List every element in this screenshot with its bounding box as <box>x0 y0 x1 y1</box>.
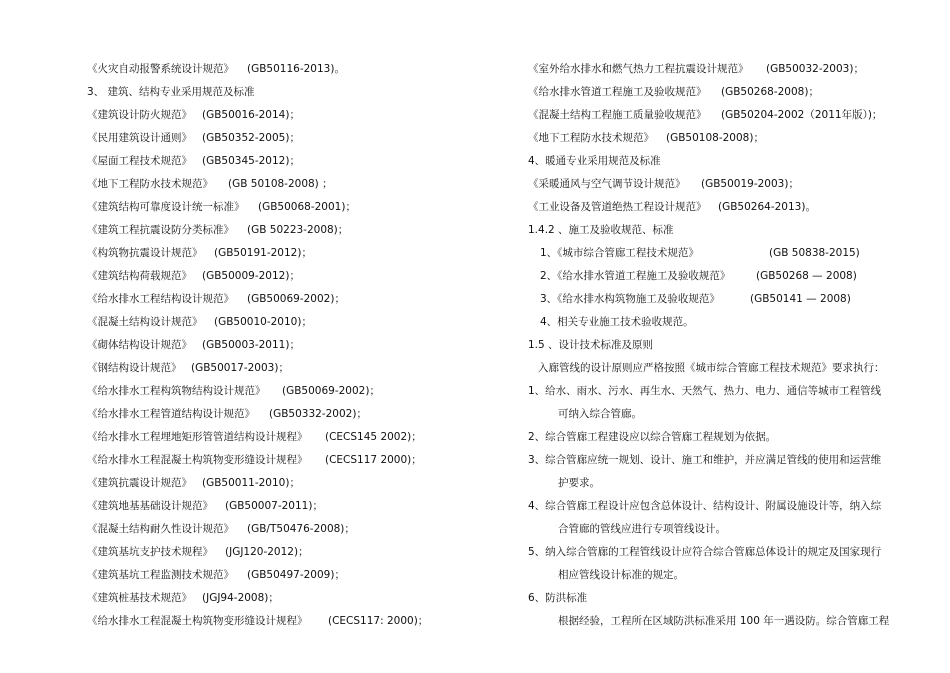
standard-title: 《采暖通风与空气调节设计规范》 <box>528 178 686 190</box>
standard-item <box>87 357 492 380</box>
standard-title: 1、《城市综合管廊工程技术规范》 <box>540 247 699 259</box>
standard-code: (GB50108-2008)； <box>666 132 764 144</box>
paragraph-text: 合管廊的管线应进行专项管线设计。 <box>558 523 726 535</box>
standard-title: 《给水排水工程埋地矩形管管道结构设计规程》 <box>87 431 308 443</box>
section-heading-text: 3、 建筑、结构专业采用规范及标准 <box>87 86 255 98</box>
section-heading <box>528 219 923 242</box>
standard-title: 《地下工程防水技术规范》 <box>528 132 654 144</box>
standard-title: 2、《给水排水管道工程施工及验收规范》 <box>540 270 731 282</box>
standard-code: (GB50191-2012)； <box>214 247 312 259</box>
standard-item <box>87 564 492 587</box>
standard-item <box>87 334 492 357</box>
standard-item <box>87 104 492 127</box>
standard-item <box>87 518 492 541</box>
standard-code: (GB50345-2012)； <box>202 155 300 167</box>
standard-item <box>528 242 923 265</box>
standard-code: (GB50264-2013)。 <box>718 201 816 213</box>
standard-code: (GB50011-2010)； <box>202 477 300 489</box>
section-heading-text: 1.4.2 、施工及验收规范、标准 <box>528 224 674 236</box>
standard-code: (GB50009-2012)； <box>202 270 300 282</box>
standard-code: (GB50069-2002)； <box>247 293 345 305</box>
section-heading <box>528 587 923 610</box>
standard-title: 《建筑抗震设计规范》 <box>87 477 192 489</box>
standard-title: 《钢结构设计规范》 <box>87 362 182 374</box>
standard-item <box>87 380 492 403</box>
standard-item <box>87 58 492 81</box>
paragraph-text: 5、纳入综合管廊的工程管线设计应符合综合管廊总体设计的规定及国家现行 <box>528 546 882 558</box>
standard-code: (CECS145 2002)； <box>325 431 422 443</box>
standard-code: (CECS117 2000)； <box>325 454 422 466</box>
standard-item <box>87 219 492 242</box>
standard-title: 《给水排水工程管道结构设计规范》 <box>87 408 255 420</box>
standard-title: 《构筑物抗震设计规范》 <box>87 247 203 259</box>
paragraph-text: 2、综合管廊工程建设应以综合管廊工程规划为依据。 <box>528 431 777 443</box>
standard-item <box>87 541 492 564</box>
section-heading <box>528 150 923 173</box>
standard-code: (GB50268-2008)； <box>721 86 819 98</box>
standard-code: (GB50268 — 2008) <box>756 270 857 282</box>
paragraph-line <box>528 610 923 633</box>
standard-code: (GB50016-2014)； <box>202 109 300 121</box>
standard-code: (GB50007-2011)； <box>225 500 323 512</box>
standard-title: 《建筑结构可靠度设计统一标准》 <box>87 201 245 213</box>
paragraph-line <box>528 541 923 564</box>
standard-item <box>87 242 492 265</box>
standard-code: (GB50204-2002（2011年版）)； <box>721 109 883 121</box>
standard-item <box>87 311 492 334</box>
paragraph-text: 4、相关专业施工技术验收规范。 <box>540 316 694 328</box>
standard-code: (CECS117: 2000)； <box>328 615 429 627</box>
paragraph-line <box>528 518 923 541</box>
standard-code: (GB50032-2003)； <box>766 63 864 75</box>
standard-item <box>528 173 923 196</box>
standard-item <box>87 288 492 311</box>
standard-title: 《给水排水工程混凝土构筑物变形缝设计规程》 <box>87 615 308 627</box>
standard-title: 《民用建筑设计通则》 <box>87 132 192 144</box>
standard-item <box>87 449 492 472</box>
section-heading-text: 6、防洪标准 <box>528 592 588 604</box>
paragraph-text: 1、给水、雨水、污水、再生水、天然气、热力、电力、通信等城市工程管线 <box>528 385 882 397</box>
paragraph-text: 相应管线设计标准的规定。 <box>558 569 684 581</box>
paragraph-line <box>528 495 923 518</box>
standard-item <box>528 196 923 219</box>
paragraph-line <box>528 357 923 380</box>
standard-item <box>528 81 923 104</box>
standard-title: 《建筑桩基技术规范》 <box>87 592 192 604</box>
paragraph-text: 护要求。 <box>558 477 600 489</box>
paragraph-text: 4、综合管廊工程设计应包含总体设计、结构设计、附属设施设计等，纳入综 <box>528 500 882 512</box>
standard-item <box>87 495 492 518</box>
right-column <box>528 58 923 633</box>
paragraph-line <box>528 449 923 472</box>
paragraph-line <box>528 311 923 334</box>
standard-title: 《建筑基坑工程监测技术规范》 <box>87 569 234 581</box>
standard-title: 《混凝土结构设计规范》 <box>87 316 203 328</box>
standard-code: (JGJ120-2012)； <box>225 546 309 558</box>
paragraph-line <box>528 426 923 449</box>
standard-title: 《建筑基坑支护技术规程》 <box>87 546 213 558</box>
paragraph-line <box>528 564 923 587</box>
standard-code: (GB50069-2002)； <box>282 385 380 397</box>
standard-item <box>528 127 923 150</box>
standard-code: (JGJ94-2008)； <box>202 592 279 604</box>
standard-title: 《给水排水工程结构设计规范》 <box>87 293 234 305</box>
standard-item <box>87 173 492 196</box>
standard-title: 《建筑工程抗震设防分类标准》 <box>87 224 234 236</box>
standard-item <box>528 58 923 81</box>
standard-title: 《建筑结构荷载规范》 <box>87 270 192 282</box>
standard-title: 《混凝土结构耐久性设计规范》 <box>87 523 234 535</box>
standard-item <box>528 265 923 288</box>
standard-item <box>87 265 492 288</box>
standard-title: 《建筑设计防火规范》 <box>87 109 192 121</box>
standard-title: 《屋面工程技术规范》 <box>87 155 192 167</box>
standard-title: 《火灾自动报警系统设计规范》 <box>87 63 234 75</box>
standard-item <box>528 104 923 127</box>
paragraph-line <box>528 472 923 495</box>
standard-code: (GB50019-2003)； <box>701 178 799 190</box>
standard-code: (GB50332-2002)； <box>269 408 367 420</box>
section-heading-text: 4、暖通专业采用规范及标准 <box>528 155 661 167</box>
standard-code: (GB50017-2003)； <box>191 362 289 374</box>
standard-code: (GB50068-2001)； <box>258 201 356 213</box>
section-heading <box>87 81 492 104</box>
standard-code: (GB50116-2013)。 <box>247 63 345 75</box>
section-heading <box>528 334 923 357</box>
standard-item <box>87 127 492 150</box>
paragraph-line <box>528 403 923 426</box>
standard-title: 《砌体结构设计规范》 <box>87 339 192 351</box>
standard-code: (GB 50108-2008) ； <box>228 178 333 190</box>
standard-item <box>87 472 492 495</box>
paragraph-text: 3、综合管廊应统一规划、设计、施工和维护，并应满足管线的使用和运营维 <box>528 454 882 466</box>
standard-code: (GB/T50476-2008)； <box>247 523 355 535</box>
standard-title: 《建筑地基基础设计规范》 <box>87 500 213 512</box>
standard-title: 《室外给水排水和燃气热力工程抗震设计规范》 <box>528 63 749 75</box>
standard-item <box>528 288 923 311</box>
paragraph-line <box>528 380 923 403</box>
left-column <box>87 58 492 633</box>
section-heading-text: 1.5 、设计技术标准及原则 <box>528 339 654 351</box>
standard-code: (GB 50838-2015) <box>769 247 860 259</box>
standard-item <box>87 587 492 610</box>
standard-item <box>87 196 492 219</box>
paragraph-text: 可纳入综合管廊。 <box>558 408 642 420</box>
standard-item <box>87 150 492 173</box>
standard-item <box>87 610 492 633</box>
standard-title: 《给水排水管道工程施工及验收规范》 <box>528 86 707 98</box>
standard-item <box>87 426 492 449</box>
standard-title: 《地下工程防水技术规范》 <box>87 178 213 190</box>
standard-title: 《给水排水工程混凝土构筑物变形缝设计规程》 <box>87 454 308 466</box>
standard-code: (GB50141 — 2008) <box>750 293 851 305</box>
paragraph-text: 根据经验，工程所在区域防洪标准采用 100 年一遇设防。综合管廊工程 <box>558 615 890 627</box>
standard-title: 《给水排水工程构筑物结构设计规范》 <box>87 385 266 397</box>
standard-code: (GB50352-2005)； <box>202 132 300 144</box>
standard-code: (GB 50223-2008)； <box>247 224 349 236</box>
standard-code: (GB50010-2010)； <box>214 316 312 328</box>
standard-code: (GB50003-2011)； <box>202 339 300 351</box>
standard-title: 《混凝土结构工程施工质量验收规范》 <box>528 109 707 121</box>
standard-code: (GB50497-2009)； <box>247 569 345 581</box>
standard-title: 3、《给水排水构筑物施工及验收规范》 <box>540 293 720 305</box>
standard-title: 《工业设备及管道绝热工程设计规范》 <box>528 201 707 213</box>
standard-item <box>87 403 492 426</box>
paragraph-text: 入廊管线的设计原则应严格按照《城市综合管廊工程技术规范》要求执行： <box>538 362 885 374</box>
